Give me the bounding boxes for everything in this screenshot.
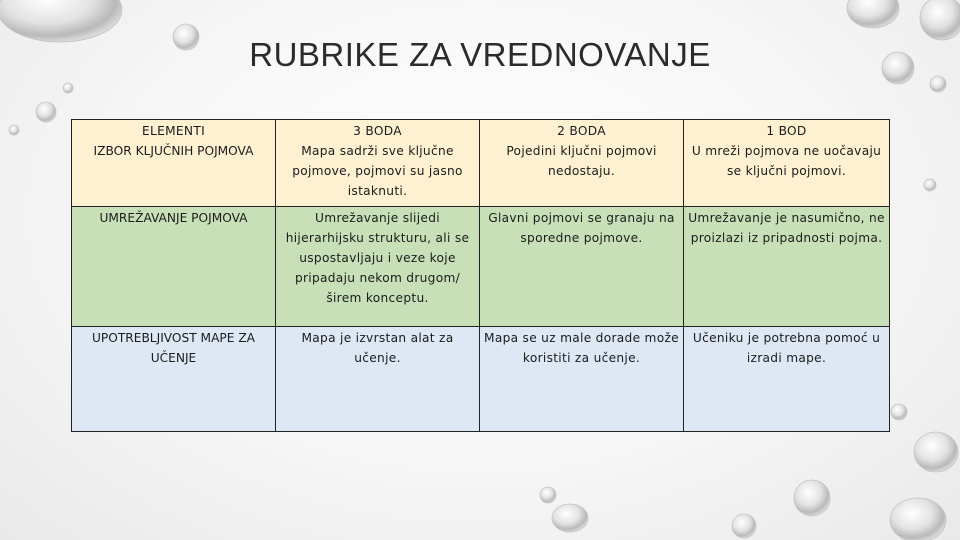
column-header-1-point: 1 BOD	[766, 124, 807, 138]
criterion-text: Mapa sadrži sve ključne pojmove, pojmovi su jasno istaknuti.	[292, 144, 463, 198]
column-header-2-points: 2 BODA	[557, 124, 606, 138]
criterion-text: Glavni pojmovi se granaju na sporedne pojmove.	[488, 211, 675, 245]
column-header-3-points: 3 BODA	[353, 124, 402, 138]
table-cell	[684, 327, 890, 432]
table-cell	[480, 120, 684, 207]
criterion-text: U mreži pojmova ne uočavaju se ključni pojmovi.	[691, 144, 882, 178]
row-element-label: UMREŽAVANJE POJMOVA	[99, 211, 248, 225]
table-cell	[480, 327, 684, 432]
table-cell	[72, 120, 276, 207]
column-header-elements: ELEMENTI	[142, 124, 205, 138]
table-cell	[72, 207, 276, 327]
criterion-text: Učeniku je potrebna pomoć u izradi mape.	[692, 331, 881, 365]
table-cell	[684, 207, 890, 327]
criterion-text: Umrežavanje je nasumično, ne proizlazi iz pripadnosti pojma.	[688, 211, 885, 245]
table-cell	[276, 120, 480, 207]
row-element-label: UPOTREBLJIVOST MAPE ZA UČENJE	[91, 331, 256, 365]
table-cell	[480, 207, 684, 327]
criterion-text: Mapa je izvrstan alat za učenje.	[301, 331, 454, 365]
table-row	[72, 120, 890, 207]
table-row	[72, 327, 890, 432]
criterion-text: Pojedini ključni pojmovi nedostaju.	[506, 144, 657, 178]
table-cell	[276, 327, 480, 432]
slide-title: RUBRIKE ZA VREDNOVANJE	[249, 36, 711, 73]
criterion-text: Mapa se uz male dorade može koristiti za učenje.	[484, 331, 679, 365]
table-cell	[72, 327, 276, 432]
table-cell	[276, 207, 480, 327]
row-element-label: IZBOR KLJUČNIH POJMOVA	[93, 144, 254, 158]
table-row	[72, 207, 890, 327]
criterion-text: Umrežavanje slijedi hijerarhijsku strukturu, ali se uspostavljaju i veze koje pripadaju nekom drugom/širem konceptu.	[285, 211, 470, 305]
rubric-table	[71, 119, 890, 432]
table-cell	[684, 120, 890, 207]
